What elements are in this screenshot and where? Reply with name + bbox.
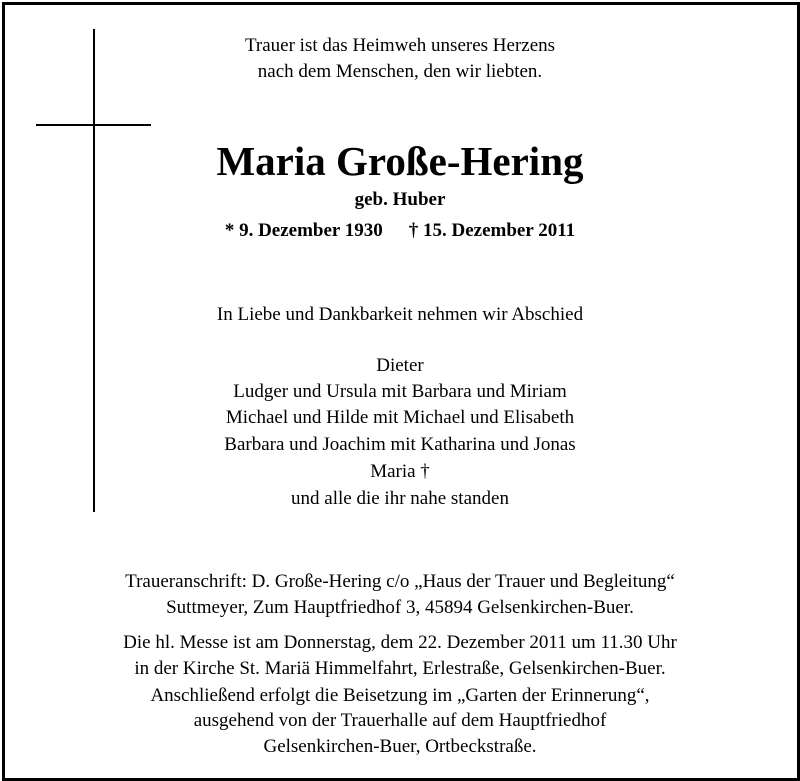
burial-line-2: ausgehend von der Trauerhalle auf dem Hauptfriedhof (193, 710, 607, 731)
motto-line-1: Trauer ist das Heimweh unseres Herzens (244, 35, 556, 56)
mourner-line: und alle die ihr nahe standen (291, 488, 509, 509)
deceased-name: Maria Große-Hering (216, 138, 584, 184)
address-line-2: Suttmeyer, Zum Hauptfriedhof 3, 45894 Gelsenkirchen-Buer. (166, 597, 634, 618)
birth-date: * 9. Dezember 1930 (224, 220, 383, 241)
death-date: † 15. Dezember 2011 (408, 220, 576, 241)
mourner-line: Dieter (376, 355, 424, 376)
cross-icon-horizontal-bar (36, 124, 151, 126)
burial-line-3: Gelsenkirchen-Buer, Ortbeckstraße. (263, 736, 537, 757)
maiden-name: geb. Huber (354, 189, 446, 210)
address-line-1: Traueranschrift: D. Große-Hering c/o „Haus der Trauer und Begleitung“ (125, 571, 675, 592)
mass-line-1: Die hl. Messe ist am Donnerstag, dem 22. Dezember 2011 um 11.30 Uhr (123, 632, 677, 653)
mourner-line: Barbara und Joachim mit Katharina und Jonas (224, 434, 576, 455)
mourner-line: Michael und Hilde mit Michael und Elisabeth (225, 407, 575, 428)
motto-line-2: nach dem Menschen, den wir liebten. (257, 61, 543, 82)
mourner-line: Maria † (370, 461, 430, 482)
life-dates (0, 219, 800, 243)
mourner-line: Ludger und Ursula mit Barbara und Miriam (233, 381, 567, 402)
burial-line-1: Anschließend erfolgt die Beisetzung im „Garten der Erinnerung“, (150, 685, 650, 706)
farewell-text: In Liebe und Dankbarkeit nehmen wir Abschied (216, 304, 584, 325)
mass-line-2: in der Kirche St. Mariä Himmelfahrt, Erlestraße, Gelsenkirchen-Buer. (134, 658, 666, 679)
